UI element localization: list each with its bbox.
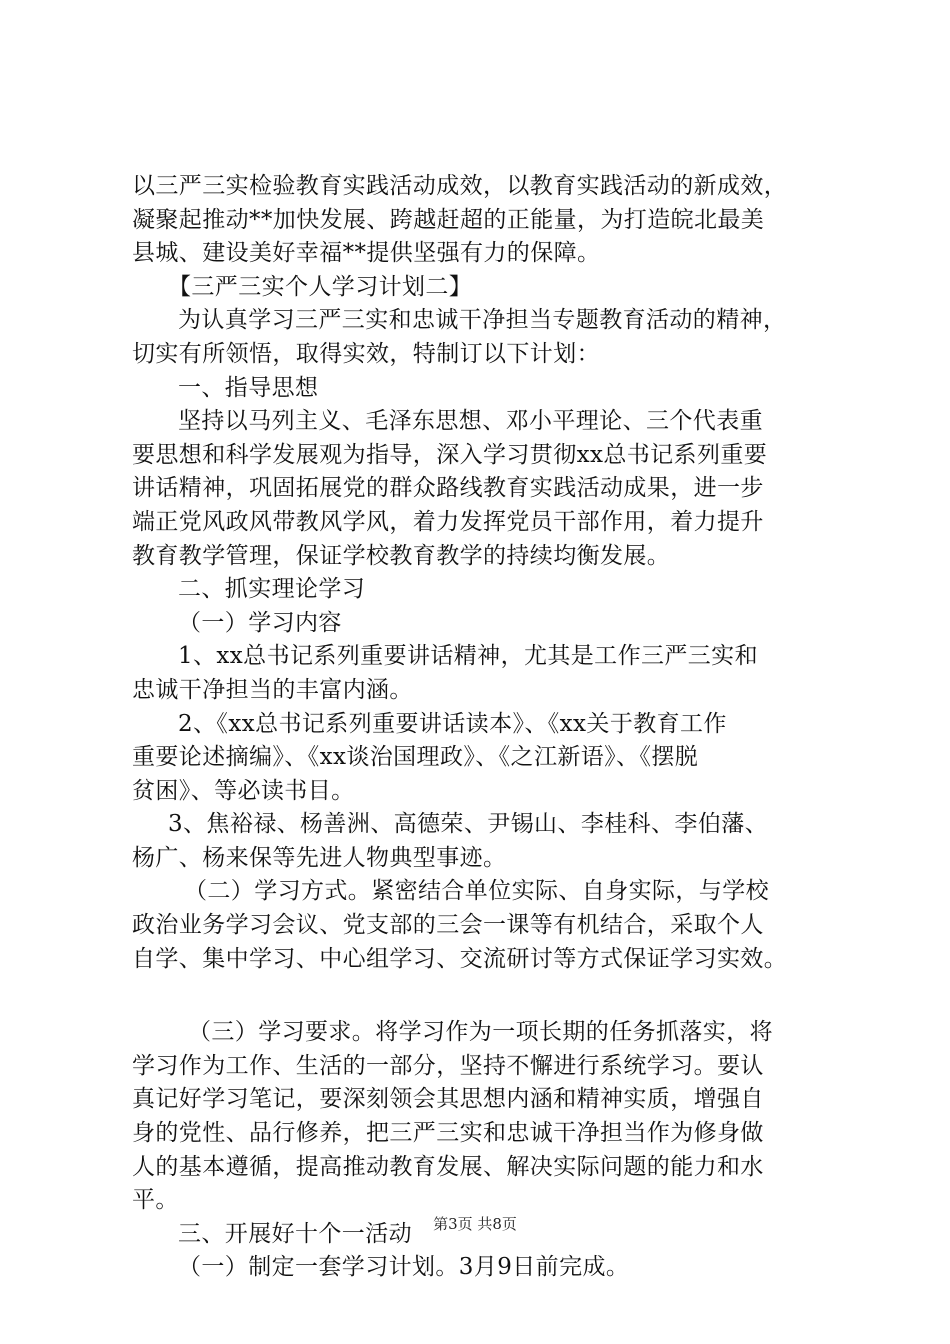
text-line: 学习作为工作、生活的一部分，坚持不懈进行系统学习。要认	[132, 1052, 764, 1079]
text-line: 平。	[132, 1187, 179, 1214]
text-line: 政治业务学习会议、党支部的三会一课等有机结合，采取个人	[132, 912, 764, 939]
text-line: 2、《xx总书记系列重要讲话读本》、《xx关于教育工作	[178, 710, 727, 737]
text-line: 1、xx总书记系列重要讲话精神，尤其是工作三严三实和	[178, 643, 758, 670]
text-line: 为认真学习三严三实和忠诚干净担当专题教育活动的精神，	[178, 307, 787, 334]
section-heading: 三、开展好十个一活动	[178, 1220, 412, 1247]
section-heading: 二、抓实理论学习	[178, 576, 366, 603]
text-line: 贫困》、等必读书目。	[132, 777, 355, 804]
text-line: 端正党风政风带教风学风，着力发挥党员干部作用，着力提升	[132, 508, 764, 535]
text-line: 要思想和科学发展观为指导，深入学习贯彻xx总书记系列重要	[132, 441, 768, 468]
text-line: 身的党性、品行修养，把三严三实和忠诚干净担当作为修身做	[132, 1120, 764, 1147]
text-line: 重要论述摘编》、《xx谈治国理政》、《之江新语》、《摆脱	[132, 744, 699, 771]
text-line: 杨广、杨来保等先进人物典型事迹。	[132, 844, 507, 871]
text-line: 县城、建设美好幸福**提供坚强有力的保障。	[132, 240, 601, 267]
text-line: 人的基本遵循，提高推动教育发展、解决实际问题的能力和水	[132, 1153, 764, 1180]
text-line: 忠诚干净担当的丰富内涵。	[132, 676, 413, 703]
text-line: （三）学习要求。将学习作为一项长期的任务抓落实，将	[188, 1019, 773, 1046]
subsection-heading: （一）制定一套学习计划。3月9日前完成。	[178, 1254, 630, 1281]
text-line: 切实有所领悟，取得实效，特制订以下计划：	[132, 340, 600, 367]
subsection-heading: （一）学习内容	[178, 609, 342, 636]
text-line: 真记好学习笔记，要深刻领会其思想内涵和精神实质，增强自	[132, 1086, 764, 1113]
text-line: 教育教学管理，保证学校教育教学的持续均衡发展。	[132, 542, 671, 569]
text-line: 3、焦裕禄、杨善洲、高德荣、尹锡山、李桂科、李伯藩、	[168, 811, 769, 838]
text-line: 坚持以马列主义、毛泽东思想、邓小平理论、三个代表重	[178, 408, 763, 435]
text-line: 以三严三实检验教育实践活动成效，以教育实践活动的新成效，	[132, 173, 788, 199]
text-line: （二）学习方式。紧密结合单位实际、自身实际，与学校	[184, 878, 769, 905]
page-number: 第3页 共8页	[433, 1215, 517, 1233]
text-line: 自学、集中学习、中心组学习、交流研讨等方式保证学习实效。	[132, 945, 788, 972]
document-body	[132, 170, 852, 1285]
paragraph-gap	[132, 976, 852, 1016]
section-heading: 一、指导思想	[178, 374, 319, 401]
section-heading: 【三严三实个人学习计划二】	[168, 273, 473, 300]
text-line: 讲话精神，巩固拓展党的群众路线教育实践活动成果，进一步	[132, 475, 764, 502]
text-line: 凝聚起推动**加快发展、跨越赶超的正能量，为打造皖北最美	[132, 206, 765, 233]
